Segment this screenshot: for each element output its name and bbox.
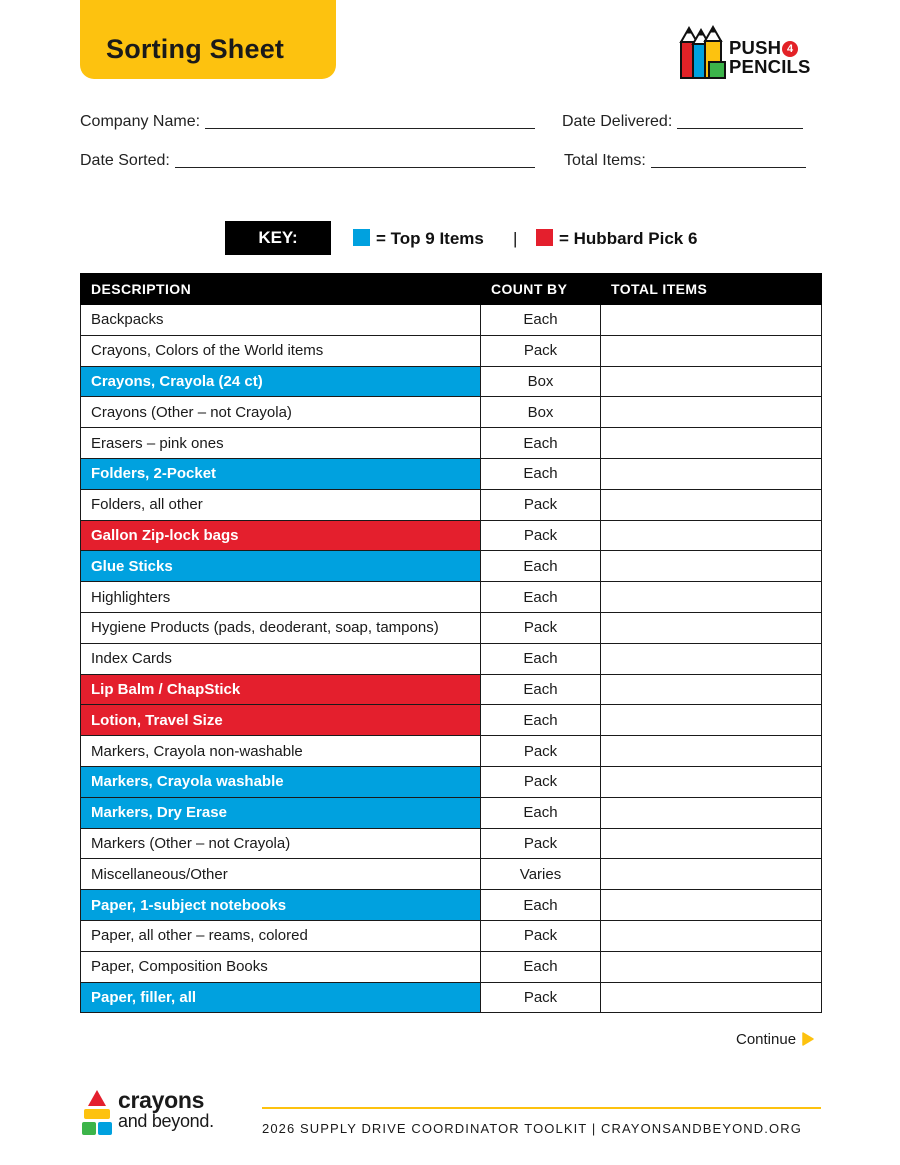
total-items-field[interactable]	[564, 152, 806, 170]
company-name-label: Company Name:	[80, 113, 201, 130]
row-total-items-input[interactable]	[601, 797, 822, 828]
row-description: Lotion, Travel Size	[81, 705, 481, 736]
row-description: Markers, Crayola washable	[81, 766, 481, 797]
row-description: Hygiene Products (pads, deoderant, soap, tampons)	[81, 612, 481, 643]
logo-push-text: PUSH	[729, 37, 782, 58]
company-name-field[interactable]	[80, 113, 535, 131]
col-description-header: DESCRIPTION	[81, 274, 481, 305]
row-count-by: Pack	[481, 335, 601, 366]
row-count-by: Box	[481, 366, 601, 397]
row-total-items-input[interactable]	[601, 951, 822, 982]
row-total-items-input[interactable]	[601, 520, 822, 551]
row-description: Paper, 1-subject notebooks	[81, 890, 481, 921]
table-row	[81, 828, 822, 859]
table-row	[81, 859, 822, 890]
key-top9	[353, 229, 484, 249]
row-total-items-input[interactable]	[601, 859, 822, 890]
row-description: Gallon Zip-lock bags	[81, 520, 481, 551]
table-row	[81, 397, 822, 428]
key-hubbard	[536, 229, 697, 249]
row-total-items-input[interactable]	[601, 736, 822, 767]
row-count-by: Box	[481, 397, 601, 428]
row-description: Folders, all other	[81, 489, 481, 520]
row-description: Crayons (Other – not Crayola)	[81, 397, 481, 428]
row-total-items-input[interactable]	[601, 920, 822, 951]
key-top9-label: = Top 9 Items	[376, 229, 484, 248]
date-delivered-field[interactable]	[562, 113, 803, 131]
date-delivered-line[interactable]	[677, 115, 803, 129]
row-count-by: Pack	[481, 736, 601, 767]
title-tab	[80, 0, 336, 79]
total-items-label: Total Items:	[564, 152, 646, 169]
row-total-items-input[interactable]	[601, 890, 822, 921]
row-count-by: Each	[481, 951, 601, 982]
table-row	[81, 520, 822, 551]
row-total-items-input[interactable]	[601, 397, 822, 428]
row-count-by: Pack	[481, 982, 601, 1013]
blue-swatch-icon	[353, 229, 370, 246]
row-count-by: Each	[481, 797, 601, 828]
continue-link[interactable]	[736, 1031, 814, 1048]
table-row	[81, 458, 822, 489]
row-count-by: Each	[481, 582, 601, 613]
table-row	[81, 366, 822, 397]
key-hubbard-label: = Hubbard Pick 6	[559, 229, 698, 248]
row-description: Erasers – pink ones	[81, 428, 481, 459]
table-row	[81, 766, 822, 797]
table-row	[81, 951, 822, 982]
page-title: Sorting Sheet	[106, 34, 285, 64]
row-count-by: Varies	[481, 859, 601, 890]
key-label: KEY:	[225, 221, 331, 255]
pencils-icon	[678, 24, 728, 82]
row-count-by: Pack	[481, 920, 601, 951]
crayons-and-beyond-wordmark	[118, 1087, 214, 1131]
push4pencils-wordmark	[729, 38, 811, 76]
table-row	[81, 489, 822, 520]
crayon-blocks-icon	[80, 1088, 114, 1136]
row-count-by: Each	[481, 705, 601, 736]
row-count-by: Each	[481, 428, 601, 459]
table-header-row	[81, 274, 822, 305]
sorting-table	[80, 273, 822, 1013]
crayons-and-beyond-logo	[80, 1088, 240, 1138]
row-total-items-input[interactable]	[601, 305, 822, 336]
row-total-items-input[interactable]	[601, 428, 822, 459]
table-row	[81, 335, 822, 366]
push4pencils-logo	[678, 24, 823, 84]
row-description: Crayons, Crayola (24 ct)	[81, 366, 481, 397]
table-row	[81, 982, 822, 1013]
row-description: Markers, Dry Erase	[81, 797, 481, 828]
row-description: Miscellaneous/Other	[81, 859, 481, 890]
row-count-by: Each	[481, 305, 601, 336]
col-count-by-header: COUNT BY	[481, 274, 601, 305]
row-description: Crayons, Colors of the World items	[81, 335, 481, 366]
row-description: Markers, Crayola non-washable	[81, 736, 481, 767]
table-row	[81, 428, 822, 459]
table-row	[81, 582, 822, 613]
row-total-items-input[interactable]	[601, 489, 822, 520]
footer-divider	[262, 1107, 821, 1109]
table-row	[81, 890, 822, 921]
table-row	[81, 736, 822, 767]
total-items-line[interactable]	[651, 154, 806, 168]
table-body	[81, 305, 822, 1013]
row-count-by: Pack	[481, 489, 601, 520]
table-row	[81, 551, 822, 582]
row-description: Backpacks	[81, 305, 481, 336]
row-count-by: Pack	[481, 612, 601, 643]
row-total-items-input[interactable]	[601, 551, 822, 582]
row-description: Folders, 2-Pocket	[81, 458, 481, 489]
row-total-items-input[interactable]	[601, 674, 822, 705]
table-row	[81, 797, 822, 828]
row-total-items-input[interactable]	[601, 582, 822, 613]
row-description: Paper, all other – reams, colored	[81, 920, 481, 951]
row-total-items-input[interactable]	[601, 612, 822, 643]
date-sorted-field[interactable]	[80, 152, 535, 170]
col-total-items-header: TOTAL ITEMS	[601, 274, 822, 305]
row-count-by: Each	[481, 890, 601, 921]
row-total-items-input[interactable]	[601, 643, 822, 674]
row-count-by: Each	[481, 458, 601, 489]
row-count-by: Each	[481, 551, 601, 582]
row-description: Index Cards	[81, 643, 481, 674]
key-separator: |	[513, 229, 518, 248]
date-sorted-label: Date Sorted:	[80, 152, 170, 169]
table-row	[81, 612, 822, 643]
row-description: Markers (Other – not Crayola)	[81, 828, 481, 859]
continue-label: Continue	[736, 1031, 797, 1048]
logo-four-badge: 4	[782, 41, 798, 57]
table-row	[81, 920, 822, 951]
red-swatch-icon	[536, 229, 553, 246]
row-count-by: Pack	[481, 766, 601, 797]
row-total-items-input[interactable]	[601, 828, 822, 859]
brand-line1: crayons	[118, 1087, 205, 1113]
row-total-items-input[interactable]	[601, 458, 822, 489]
row-total-items-input[interactable]	[601, 335, 822, 366]
row-description: Paper, filler, all	[81, 982, 481, 1013]
row-description: Lip Balm / ChapStick	[81, 674, 481, 705]
footer-text: 2026 SUPPLY DRIVE COORDINATOR TOOLKIT | CRAYONSANDBEYOND.ORG	[262, 1121, 802, 1136]
row-count-by: Pack	[481, 828, 601, 859]
row-total-items-input[interactable]	[601, 766, 822, 797]
row-count-by: Each	[481, 674, 601, 705]
company-name-line[interactable]	[205, 115, 535, 129]
row-total-items-input[interactable]	[601, 705, 822, 736]
row-description: Glue Sticks	[81, 551, 481, 582]
date-delivered-label: Date Delivered:	[562, 113, 673, 130]
logo-pencils-text: PENCILS	[729, 56, 811, 77]
brand-line2: and beyond.	[118, 1111, 214, 1131]
table-row	[81, 305, 822, 336]
row-total-items-input[interactable]	[601, 982, 822, 1013]
continue-arrow-icon	[802, 1032, 814, 1046]
row-total-items-input[interactable]	[601, 366, 822, 397]
table-row	[81, 674, 822, 705]
date-sorted-line[interactable]	[175, 154, 535, 168]
row-description: Paper, Composition Books	[81, 951, 481, 982]
table-row	[81, 705, 822, 736]
table-row	[81, 643, 822, 674]
row-description: Highlighters	[81, 582, 481, 613]
row-count-by: Each	[481, 643, 601, 674]
row-count-by: Pack	[481, 520, 601, 551]
